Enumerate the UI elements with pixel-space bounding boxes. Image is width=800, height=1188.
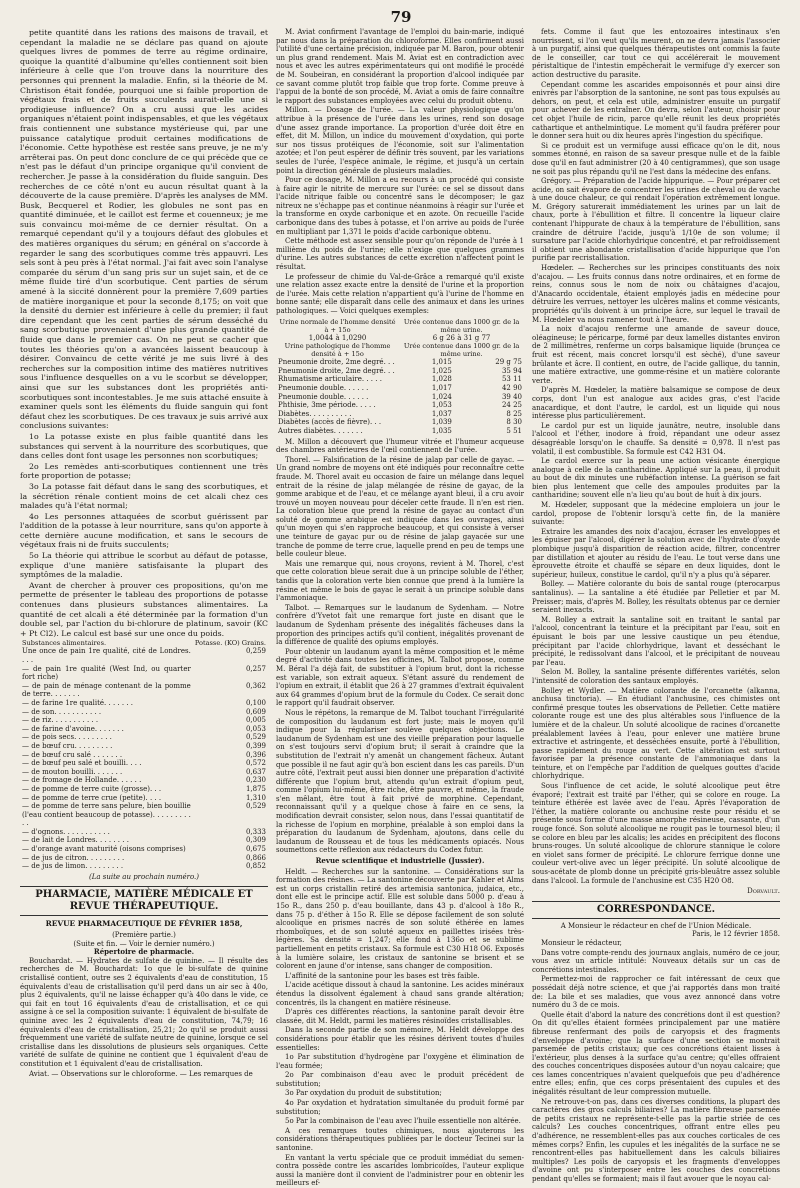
table-cell: 0,529 <box>245 802 266 811</box>
table-cell: 35 94 <box>501 366 522 375</box>
paragraph: Permettez-moi de rapprocher ce fait intéressant de ceux que possédait déjà notre science, et que j'ai rapportés dans mon traité de: La bile et ses maladies, que vous avez annoncé dans votre numéro du 3 de ce mois. <box>532 975 780 1010</box>
revue-title: REVUE PHARMACEUTIQUE DE FÉVRIER 1858, <box>45 919 243 929</box>
paragraph: Pour obtenir un laudanum ayant la même composition et le même degré d'activité dans toutes les officines, M. Talbot propose, comme M. Béral l'a déjà fait, de substituer à l'opium brut, dont la richesse est variable, son extrait aqueux. S'étant assuré du rendement de l'opium en extrait, il établit que 26 à 27 grammes d'extrait équivalent aux 64 grammes d'opium brut de la formule du Codex. Ce serait donc le rapport qu'il faudrait observer. <box>276 647 524 708</box>
paragraph: Bolley. — Matière colorante du bois de santal rouge (pterocarpus santalinus). — La santaline a été étudiée par Pelletier et par M. Preisser; mais, d'après M. Bolley, les résultats obtenus par ce dernier seraient inexacts. <box>532 580 780 615</box>
table-cell: — de son. . . . . . . . . . . <box>22 707 102 716</box>
paragraph: Ne retrouve-t-on pas, dans ces diverses conditions, la plupart des caractères des gros calculs biliaires? La matière fibreuse parsemée de petits cristaux ne représente-t-elle pas la partie striée de ces calculs? Les couches concentriques, offrant entre elles peu d'adhérence, ne ressemblent-elles pas aux couches corticales de ces mêmes corps? Enfin, les cupules et les inégalités de la surface ne se rencontrent-elles pas habituellement dans les calculs biliaires multiples? Les poils de caryopsis et les fragments d'enveloppes d'avoine ont pu s'interposer entre les couches des concrétions pendant qu'elles se formaient; mais il faut avouer que le noyau cal- <box>532 1097 780 1183</box>
table-row <box>276 367 524 376</box>
repertoire-heading: Répertoire de pharmacie. <box>93 947 195 957</box>
table-cell: — de mouton bouilli. . . . . . . <box>22 767 123 776</box>
table-cell: — de bœuf peu salé et bouilli. . . . <box>22 759 142 768</box>
table-row <box>276 393 524 402</box>
list-item: 2o Par combinaison d'eau avec le produit précédent de substitution; <box>276 1071 524 1088</box>
table-cell: — de pomme de terre cuite (grosse). . . <box>22 784 162 793</box>
paragraph: D'après M. Hœdeler, la matière balsamique se compose de deux corps, dont l'un est analogue aux acides gras, c'est l'acide anacardique, et dont l'autre, le cardol, est un liquide qui nous intéresse plus particulièrement. <box>532 386 780 421</box>
table-cell: 0,529 <box>245 733 266 742</box>
table-row <box>276 375 524 384</box>
paragraph: Thorel. — Falsification de la résine de jalap par celle de gayac. — Un grand nombre de moyens ont été indiqués pour reconnaître cette fraude. M. Thorel avait eu occasion de faire un mélange dans lequel entrait de la résine de jalap mélangée de résine de gayac, de la gomme arabique et de l'eau, et ce mélange ayant bleui, il a cru avoir trouvé un moyen nouveau pour déceler cette fraude. Il n'en est rien. La coloration bleue que prend la résine de gayac au contact d'un soluté de gomme arabique est indiquée dans les ouvrages, ainsi qu'un moyen qui s'en rapproche beaucoup, et qui consiste à verser une teinture de gayac pur ou de résine de jalap gayacée sur une tranche de pomme de terre crue, laquelle prend en peu de temps une belle couleur bleue. <box>276 455 524 559</box>
table-cell: 1,035 <box>431 426 452 435</box>
paragraph: Pour ce dosage, M. Millon a eu recours à un procédé qui consiste à faire agir le nitrite de mercure sur l'urée: ce sel se dissout dans l'acide nitrique faible ou concentré sans le décomposer; le gaz nitreux ne s'échappe pas et continue néanmoins à réagir sur l'urée et la transforme en oxyde carbonique et en azote. On recueille l'acide carbonique dans des tubes à potasse, et l'on arrive au poids de l'urée en multipliant par 1,371 le poids d'acide carbonique obtenu. <box>276 176 524 236</box>
table-cell: 0,257 <box>245 664 266 673</box>
table-cell: 0,609 <box>245 707 266 716</box>
page-number: 79 <box>390 8 412 26</box>
table-cell: 1,025 <box>431 366 452 375</box>
table-cell: 1,875 <box>245 784 266 793</box>
table-row <box>20 647 268 664</box>
table-cell: 24 25 <box>501 401 522 410</box>
list-item: 4o Par oxydation et hydratation simultanée du produit formé par substitution; <box>276 1099 524 1116</box>
table-cell: Pneumonie double. . . . . . <box>278 392 369 401</box>
paragraph: Talbot. — Remarques sur le laudanum de Sydenham. — Notre confrère d'Yvetot fait une remarque fort juste en disant que le laudanum de Sydenham présente des inégalités fâcheuses dans la proportion des principes actifs qu'il contient, inégalités provenant de la différence de qualité des opiums employés. <box>276 603 524 647</box>
correspondance-recipient: A Monsieur le rédacteur en chef de l'Union Médicale. <box>560 921 752 930</box>
author-signature: Dorvault. <box>747 887 780 896</box>
table-row <box>20 759 268 768</box>
paragraph: Selon M. Bolley, la santaline présente différentes variétés, selon l'intensité de coloration des santaux employés. <box>532 668 780 685</box>
table-cell: — de pomme de terre sans pelure, bien bouillie (l'eau contient beaucoup de potasse). . . . . . . . . . . <box>22 802 191 828</box>
table-cell: — d'orange avant maturité (oisons comprises) <box>22 845 186 854</box>
paragraph: Cette méthode est assez sensible pour qu'on réponde de l'urée à 1 millième du poids de l'urine; elle n'exige que quelques grammes d'urine. Les autres substances de cette excrétion n'affectent point le résultat. <box>276 237 524 272</box>
table-cell: — de pomme de terre crue (petite). . . . <box>22 793 162 802</box>
table-cell: Pneumonie double. . . . . . <box>278 383 369 392</box>
section-title: PHARMACIE, MATIÈRE MÉDICALE ET REVUE THÉRAPEUTIQUE. <box>20 886 268 916</box>
list-item: 1o Par substitution d'hydrogène par l'oxygène et élimination de l'eau formée; <box>276 1053 524 1070</box>
table-cell: 1,310 <box>245 793 266 802</box>
table-row <box>20 742 268 751</box>
table-header: Substances alimentaires. <box>22 639 107 648</box>
table-row <box>20 845 268 854</box>
table-header: Urée contenue dans 1000 gr. de la même urine. <box>403 317 520 334</box>
table-cell: — de pois secs. . . . . . . . . <box>22 733 112 742</box>
table-row <box>20 751 268 760</box>
table-cell: 1,015 <box>431 358 452 367</box>
table-cell: 0,866 <box>245 853 266 862</box>
table-row <box>20 785 268 794</box>
table-cell: — de lait de Londres. . . . . . . . <box>22 836 129 845</box>
paragraph: En vantant la vertu spéciale que ce produit immédiat du semen-contra possède contre les ascarides lombricoïdes, l'auteur explique aussi la manière dont il convient de l'administrer pour en obtenir les meilleurs ef- <box>276 1153 524 1188</box>
paragraph: M. Millon a découvert que l'humeur vitrée et l'humeur acqueuse des chambres antérieures de l'œil contiennent de l'urée. <box>276 437 524 455</box>
table-cell: 1,039 <box>431 418 452 427</box>
table-row <box>20 716 268 725</box>
paragraph: Quelle était d'abord la nature des concrétions dont il est question? On dit qu'elles étaient formées principalement par une matière fibreuse renfermant des poils de caryopsis et des fragments d'enveloppe d'avoine; que la surface d'une section se montrait parsemée de petits cristaux; que ces concrétions étaient lisses à l'extérieur, plus denses à la surface qu'au centre; qu'elles offraient des couches concentriques disposées autour d'un noyau calcaire; que ces lames concentriques n'avaient quelquefois que peu d'adhérence entre elles; enfin, que ces corps présentaient des cupules et des inégalités résultant de leur compression mutuelle. <box>532 1010 780 1097</box>
table-cell: 0,362 <box>245 681 266 690</box>
paragraph: Le cardol pur est un liquide jaunâtre, neutre, insoluble dans l'alcool et l'éther, inodore à froid, répandant une odeur assez désagréable lorsqu'on le chauffe. Sa densité = 0,978. Il n'est pas volatil, il est combustible. Sa formule est C42 H31 O4. <box>532 421 780 456</box>
table-cell: — de fromage de Hollande. . . . . . <box>22 776 142 785</box>
table-row <box>20 665 268 682</box>
table-cell: 1,028 <box>431 375 452 384</box>
table-row <box>20 699 268 708</box>
table-cell: 1,053 <box>431 401 452 410</box>
table-row <box>20 733 268 742</box>
table-cell: 42 90 <box>501 383 522 392</box>
table-cell: Une once de pain 1re qualité, cité de Londres. . . . <box>22 647 191 664</box>
column-left <box>20 28 268 1122</box>
table-cell: Pneumonie droite, 2me degré. . . <box>278 358 395 367</box>
table-cell: 29 g 75 <box>495 358 522 367</box>
paragraph: Avant de chercher à prouver ces propositions, qu'on me permette de présenter le tableau des proportions de potasse contenues dans plusieurs substances alimentaires. La quantité de cet alcali a été déterminée par la formation d'un double sel, par l'action du bi-chlorure de platinum, savoir (KC + Pt Cl2). Le calcul est basé sur une once du poids. <box>20 580 268 638</box>
table-cell: — d'ognons. . . . . . . . . . . <box>22 827 110 836</box>
paragraph: Dans la seconde partie de son mémoire, M. Heldt développe des considérations pour établir que les résines dérivent toutes d'huiles essentielles: <box>276 1026 524 1052</box>
table-row <box>276 358 524 367</box>
table-cell: 8 25 <box>506 409 522 418</box>
paragraph: Bolley et Wydler. — Matière colorante de l'orcanette (alkanna, anchusa tinctoria). — En étudiant l'anchusine, ces chimistes ont confirmé presque toutes les observations de Pelletier. Cette matière colorante rouge est une des plus altérables sous l'influence de la lumière et de la chaleur. Un soluté alcoolique de racines d'orcanette préalablement lavées à l'eau, pour enlever une matière brune extractive et astringente, et desséchées ensuite, porté à l'ébullition, passe rapidement du rouge au vert. Cette altération est surtout favorisée par la présence constante de l'ammoniaque dans la teinture, et on l'empêche par l'addition de quelques gouttes d'acide chlorhydrique. <box>532 686 780 781</box>
table-row <box>20 768 268 777</box>
table-row <box>276 384 524 393</box>
table-cell: Phthisie, 3me période. . . . . <box>278 401 376 410</box>
potassium-table <box>20 639 268 870</box>
table-cell: 1,037 <box>431 409 452 418</box>
table-row <box>20 802 268 828</box>
table-row <box>20 828 268 837</box>
table-cell: Autres diabètes. . . . . . . <box>278 426 363 435</box>
paragraph: Si ce produit est un vermifuge aussi efficace qu'on le dit, nous sommes étonné, en raison de sa saveur presque nulle et de la faible dose qu'il en faut administrer (20 à 40 centigrammes), que son usage ne soit pas plus répandu qu'il ne l'est dans la médecine des enfans. <box>532 141 780 176</box>
paragraph: Cependant comme les ascarides empoisonnés et pour ainsi dire enivrés par l'absorption de la santonine, ne sont pas tous expulsés au dehors, on peut, et cela est utile, administrer ensuite un purgatif pour achever de les entraîner. On devra, selon l'auteur, choisir pour cet objet l'huile de ricin, parce qu'elle réunit les deux propriétés cathartique et anthelmintique. Le moment qu'il faudra préférer pour le donner sera huit ou dix heures après l'ingestion du spécifique. <box>532 80 780 141</box>
table-cell: 0,399 <box>245 741 266 750</box>
list-item: 5o Par la combinaison de l'eau avec l'huile essentielle non altérée. <box>285 1117 521 1126</box>
paragraph: Sous l'influence de cet acide, le soluté alcoolique peut être évaporé; l'extrait est traité par l'éther, qui se colore en rouge. La teinture éthérée est lavée avec de l'eau. Après l'évaporation de l'éther, la matière colorante ou anchusine reste pour résidu et se présente sous forme d'une masse amorphe résineuse, cassante, d'un rouge foncé. Son soluté alcoolique ne rougit pas le tournesol bleu; il se colore en bleu par les alcalis; les acides en précipitent des flocons bruns-rouges. Un soluté alcoolique de chlorure stannique le colore en violet sans former de précipité. Le chlorure ferrique donne une couleur vert-olive avec un léger précipité. Un soluté alcoolique de sous-acétate de plomb donne un précipité gris-bleuâtre assez soluble dans l'alcool. La formule de l'anchusine est C35 H20 O8. <box>532 782 780 885</box>
table-cell: 0,005 <box>245 716 266 725</box>
revue-scientifique-title: Revue scientifique et industrielle (Jussier). <box>315 856 485 866</box>
table-cell: — de jus de limon. . . . . . . . . <box>22 862 124 871</box>
table-row <box>276 410 524 419</box>
table-cell: 0,259 <box>245 647 266 656</box>
paragraph: Grégory. — Préparation de l'acide hippurique. — Pour préparer cet acide, on sait évapore de concentrer les urines de cheval ou de vache à une douce chaleur, ce qui rendait l'opération extrêmement longue. M. Grégory saturerait immédiatement les urines par un lait de chaux, porte à l'ébullition et filtre. Il concentre la liqueur claire contenant l'hippurate de chaux à la température de l'ébullition, sans craindre de détruire l'acide, jusqu'à 1/10e de son volume; il sursature par l'acide chlorhydrique concentré, et par refroidissement il obtient une abondante cristallisation d'acide hippurique que l'on purifie par recristallisation. <box>532 177 780 263</box>
table-header: Potasse. (KO) Grains. <box>194 639 266 648</box>
table-cell: 1,024 <box>431 392 452 401</box>
table-cell: — de bœuf cru salé . . . . . . . <box>22 750 123 759</box>
table-cell: 0,637 <box>245 767 266 776</box>
table-cell: 8 30 <box>506 418 522 427</box>
table-cell: 0,572 <box>245 759 266 768</box>
paragraph: Aviat. — Observations sur le chloroforme. — Les remarques de <box>29 1069 253 1078</box>
table-cell: — de farine d'avoine. . . . . . . <box>22 724 124 733</box>
table-cell: 0,333 <box>245 827 266 836</box>
table-row <box>20 725 268 734</box>
table-cell: 0,309 <box>245 836 266 845</box>
table-cell: 6 g 26 à 31 g 77 <box>432 333 491 342</box>
table-row <box>20 836 268 845</box>
table-cell: 0,100 <box>245 698 266 707</box>
paragraph: Nous le répétons, la remarque de M. Talbot touchant l'irrégularité de composition du laudanum est fort juste; mais le moyen qu'il indique pour la régulariser soulève quelques objections. Le laudanum de Sydenham est une des vieille préparation pour laquelle on s'est toujours servi d'opium brut; il serait à craindre que la substitution de l'extrait n'y amenât un changement fâcheux. Autant que possible il ne faut agir qu'à bon escient dans les cas pareils. D'un autre côté, l'extrait peut aussi bien donner une préparation d'activité différente que l'opium brut, attendu qu'un extrait d'opium peut, comme l'opium lui-même, être riche, être pauvre, et même, la fraude s'en mêlant, être tout à fait privé de morphine. Cependant, reconnaissant qu'il y a quelque chose à faire en ce sens, la modification devrait consister, selon nous, dans l'essai quantitatif de la richesse de l'opium en morphine, préalable à son emploi dans la préparation du laudanum de Sydenham, ajoutons, dans celle du laudanum de Rousseau et de tous les médicaments opiacés. Nous soumettons cette réflexion aux rédacteurs du Codex futur. <box>276 708 524 855</box>
conclusion-5: 5o La théorie qui attribue le scorbut au défaut de potasse, explique d'une manière satisfaisante la plupart des symptômes de la maladie. <box>20 551 268 580</box>
table-cell: — de farine 1re qualité. . . . . . . <box>22 698 133 707</box>
table-cell: 1,0044 à 1,0290 <box>308 333 367 342</box>
paragraph: Heldt. — Recherches sur la santonine. — Considérations sur la formation des résines. — La santonine découverte par Kahler et Alms est un corps cristallin retiré des artemisia santonica, judaica, etc., dont elle est le principe actif. Elle est soluble dans 5000 p. d'eau à 15o R., dans 250 p. d'eau bouillante, dans 43 p. d'alcool à 18o R., dans 75 p. d'éther à 15o R. Elle se dépose facilement de son soluté alcoolique en prismes nacrés de son soluté éthérée en lames rhomboïques, et de son soluté aqueux en paillettes irisées très-légères. Sa densité = 1,247; elle fond à 136o et se sublime partiellement en petits cristaux. Sa formule est C30 H18 O6. Exposés à la lumière solaire, les cristaux de santonine se brisent et se colorent en jaune d'or intense, sans changer de composition. <box>276 867 524 971</box>
paragraph: M. Bolley a extrait la santaline soit en traitant le santal par l'alcool, concentrant la teinture et la précipitant par l'eau, soit en épuisant le bois par une lessive caustique un peu étendue, précipitant par l'acide chlorhydrique, lavant et desséchant le précipité, le redissolvant dans l'alcool, et le précipitant de nouveau par l'eau. <box>532 615 780 667</box>
table-row <box>20 862 268 871</box>
table-cell: 5 51 <box>506 426 522 435</box>
paragraph: Millon. — Dosage de l'urée. — La valeur physiologique qu'on attribue à la présence de l'urée dans les urines, rend son dosage d'une assez grande importance. La proportion d'urée doit être en effet, dit M. Millon, un indice du mouvement d'oxydation, qui porte sur nos tissus protéiques de l'économie, soit sur l'alimentation azotée; et l'on peut espérer de définir très souvent, par les variations seules de l'urée, l'espèce animale, le régime, et jusqu'à un certain point la direction générale de plusieurs maladies. <box>276 106 524 175</box>
table-header: Urée contenue dans 1000 gr. de la même urine. <box>403 342 520 359</box>
paragraph: Dans votre compte-rendu des journaux anglais, numéro de ce jour, vous avez un article intitulé: Nouveaux détails sur un cas de concrétions intestinales. <box>532 948 780 974</box>
table-row <box>20 776 268 785</box>
conclusion-3: 3o La potasse fait défaut dans le sang des scorbutiques, et la sécrétion rénale contient moins de cet alcali chez ces malades qu'à l'état normal; <box>20 481 268 511</box>
table-cell: — de pain 1re qualité (West Ind, ou quarter fort riche) <box>22 664 191 682</box>
table-row <box>276 401 524 410</box>
table-cell: — de pain de ménage contenant de la pomme de terre. . . . . . . <box>22 681 191 699</box>
table-cell: Rhumatisme articulaire. . . . . <box>278 375 382 384</box>
table-cell: 39 40 <box>501 392 522 401</box>
table-row <box>20 854 268 863</box>
table-cell: 0,852 <box>245 862 266 871</box>
paragraph: L'acide acétique dissout à chaud la santonine. Les acides minéraux étendus la dissolvent également à chaud sans grande altération; concentrés, ils la changent en matière résineuse. <box>276 981 524 1007</box>
table-cell: 1,017 <box>431 383 452 392</box>
paragraph: petite quantité dans les rations des maisons de travail, et cependant la maladie ne se déclare pas quand on ajoute quelques livres de pommes de terre au régime ordinaire, quoique la quantité d'albumine qu'elles contiennent soit bien inférieure à celle que l'on trouve dans la nourriture des personnes qui prennent la maladie. Enfin, si la théorie de M. Christison était fondée, pourquoi une si faible proportion de végétaux frais et de fruits succulents aurait-elle une si prodigieuse influence? On a cru aussi que les acides organiques n'étaient point indispensables, et que les végétaux frais contiennent une substance mystérieuse qui, par une puissance catalytique produit certaines modifications de l'économie. Cette hypothèse est restée sans preuve, je ne m'y arrêterai pas. On peut donc conclure de ce qui précède que ce n'est pas le défaut d'un principe organique qu'il convient de rechercher. Je passe à la considération du fluide sanguin. Des recherches de ce côté n'ont eu aucun résultat quant à la découverte de la cause première. D'après les analyses de MM. Busk, Becquerel et Rodier, les globules ne sont pas en quantité diminuée, et le caillot est ferme et couenneux; je me suis convaincu moi-même de ce dernier résultat. On a remarqué cependant qu'il y a toujours défaut des globules et des matières organiques du sérum; en général on s'accorde à regarder le sang des scorbutiques comme très appauvri. Les sels sont à peu près à l'état normal. J'ai fait avec soin l'analyse comparée du sérum d'un sang pris sur un sujet sain, et de ce même fluide tiré d'un scorbutique. Cent parties de sérum amené à la siccité donnèrent pour la première 7,609 parties de matière inorganique et pour la seconde 8,175; on voit que la densité du dernier est inférieure à celle du premier; il faut dire cependant que les cent parties de sérum desséché du sang scorbutique provenaient d'une plus grande quantité de fluide que dans le premier cas. On ne peut se cacher que toutes les théories qu'on a avancées laissent beaucoup à désirer. Convaincu de cette vérité je me suis livré à des recherches sur la composition intime des matières nutritives sous l'influence desquelles on a vu le scorbut se développer, ainsi que sur les substances dont les propriétés anti-scorbutiques sont incontestables. Je me suis attaché ensuite à examiner quels sont les éléments du fluide sanguin qui font défaut chez les scorbutiques. De ces travaux je suis arrivé aux conclusions suivantes: <box>20 28 268 431</box>
paragraph: Bouchardat. — Hydrates de sulfate de quinine. — Il résulte des recherches de M. Bouchardat: 1o que le bi-sulfate de quinine cristallisé contient, outre ses 2 équivalents d'eau de constitution, 15 équivalents d'eau de cristallisation qu'il perd dans un air sec à 40o, plus 2 équivalents, qu'il ne laisse échapper qu'à 40o dans le vide, ce qui fait en tout 16 équivalents d'eau de cristallisation, et ce qui assigne à ce sel la composition suivante: 1 équivalent de bi-sulfate de quinine avec les 2 équivalents d'eau de constitution, 74,79; 16 équivalents d'eau de cristallisation, 25,21; 2o qu'il se produit aussi fréquemment une variété de sulfate neutre de quinine, lorsque ce sel cristallise dans les dissolutions de plusieurs sels organiques. Cette variété de sulfate de quinine ne contient que 1 équivalent d'eau de constitution et 1 équivalent d'eau de cristallisation. <box>20 956 268 1068</box>
continued-note: (La suite au prochain numéro.) <box>88 872 199 881</box>
column-right <box>532 28 780 1183</box>
paragraph: Mais une remarque qui, nous croyons, revient à M. Thorel, c'est que cette coloration bleue serait due à un principe soluble de l'éther, tandis que la coloration verte bien connue que prend à la lumière la résine et même le bois de gayac le serait à un principe soluble dans l'ammoniaque. <box>276 559 524 603</box>
table-row <box>276 427 524 436</box>
paragraph: La noix d'acajou renferme une amande de saveur douce, oléagineuse; le péricarpe, formé par deux lamelles distantes environ de 2 millimètres, renferme un corps balsamique liquide (brunçea ce fruit est récent, mais concret lorsqu'il est sèché), d'une saveur brûlante et âcre. Il contient, en outre, de l'acide gallique, du tannin, une matière extractive, une gomme-résine et un matière colorante verte. <box>532 325 780 385</box>
paragraph: A ces remarques toutes chimiques, nous ajouterons les considérations thérapeutiques publiées par le docteur Tecinei sur la santonine. <box>276 1126 524 1153</box>
table-row <box>20 708 268 717</box>
conclusion-1: 1o La potasse existe en plus faible quantité dans les substances qui servent à la nourriture des scorbutiques, que dans celles dont font usage les personnes non scorbutiques; <box>20 431 268 461</box>
table-cell: — de bœuf cru. . . . . . . . . <box>22 741 113 750</box>
table-cell: 0,396 <box>245 750 266 759</box>
list-item: 3o Par oxydation du produit de substitution; <box>285 1089 442 1098</box>
table-cell: 0,230 <box>245 776 266 785</box>
table-row <box>20 794 268 803</box>
table-cell: — de riz. . . . . . . . . . . <box>22 716 99 725</box>
correspondance-salutation: Monsieur le rédacteur, <box>541 938 622 947</box>
table-cell: Diabètes (accès de fièvre). . . <box>278 418 382 427</box>
paragraph: fets. Comme il faut que les entozoaires intestinaux s'en nourrissent, si l'on veut qu'ils meurent, on ne devra jamais l'associer à un purgatif, ainsi que quelques thérapeutistes ont commis la faute de le conseiller, car tout ce qui accélérerait le mouvement péristaltique de l'intestin empêcherait le vermifuge d'y exercer son action destructive du parasite. <box>532 28 780 79</box>
table-row <box>276 418 524 427</box>
paragraph: Hœdeler. — Recherches sur les principes constituants des noix d'acajou. — Les fruits connus dans notre ordinaires, et en forme de reins, connus sous le nom de noix ou châtaignes d'acajou, d'Anacardo occidentale, étaient employés jadis en médecine pour détruire les verrues, nettoyer les ulcères malins et comme vésicants, propriétés qu'ils doivent à un principe âcre, sur lequel le travail de M. Hœdeler va nous ramener tout à l'heure. <box>532 264 780 324</box>
paragraph: Le cardol exerce sur la peau une action vésicante énergique analogue à celle de la cantharidine. Appliqué sur la peau, il produit au bout de dix minutes une rubéfaction intense. La guérison se fait bien plus lentement que celle des ampoules produites par la cantharidine; souvent elle n'a lieu qu'au bout de huit à dix jours. <box>532 457 780 500</box>
revue-subtitle: (Première partie.) <box>112 931 176 940</box>
table-header: Urine pathologique de l'homme densité à + 15o <box>284 342 391 359</box>
paragraph: D'après ces différentes réactions, la santonine paraît devoir être classée, dit M. Heldt, parmi les matières résinoïdes cristallisables. <box>276 1008 524 1025</box>
table-cell: 0,053 <box>245 724 266 733</box>
correspondance-title: CORRESPONDANCE. <box>532 901 780 919</box>
correspondance-date: Paris, le 12 février 1858. <box>692 930 780 939</box>
conclusion-4: 4o Les personnes attaquées de scorbut guérissent par l'addition de la potasse à leur nourriture, sans qu'on apporte à cette dernière aucune modification, et sans le secours de végétaux frais ni de fruits succulents; <box>20 511 268 550</box>
urine-table <box>276 318 524 436</box>
column-middle <box>276 28 524 1188</box>
table-cell: 0,675 <box>245 845 266 854</box>
revue-subtitle-2: (Suite et fin. — Voir le dernier numéro.) <box>73 939 215 948</box>
paragraph: Extraire les amandes des noix d'acajou, écraser les enveloppes et les épuiser par l'alcool, digérer la solution avec de l'hydrate d'oxyde plombique jusqu'à disparition de réaction acide, filtrer, concentrer par distillation et ajouter au résidu de l'eau. Le tout verse dans une éprouvette étroite et chauffé se sépare en deux liquides, dont le supérieur, huileux, constitue le cardol, qu'il n'y a plus qu'à séparer. <box>532 527 780 579</box>
table-header: Urine normale de l'homme densité à + 15o <box>279 317 396 334</box>
table-cell: Diabètes. . . . . . . . . . <box>278 409 352 418</box>
paragraph: Le professeur de chimie du Val-de-Grâce a remarqué qu'il existe une relation assez exacte entre la densité de l'urine et la proportion de l'urée. Mais cette relation n'appartient qu'à l'urine de l'homme en bonne santé; elle disparaît dans celle des animaux et dans les urines pathologiques. — Voici quelques exemples: <box>276 272 524 315</box>
paragraph: M. Aviat confirment l'avantage de l'emploi du bain-marie, indiqué par nous dans la préparation du chloroforme. Elles confirment aussi l'utilité d'une certaine précision, indiquée par M. Baron, pour obtenir un plus grand rendement. Mais M. Aviat est en contradiction avec nous et avec les autres expérimentateurs qui ont modifié le procédé de M. Soubeiran, en considérant la proportion d'alcool indiquée par ce savant comme plutôt trop faible que trop forte. Comme preuve à l'appui de la bonté de son procédé, M. Aviat a omis de faire connaître le rapport des substances employées avec celui du produit obtenu. <box>276 28 524 105</box>
paragraph: M. Hœdeler, supposant que la médecine emploiera un jour le cardol, propose de l'obtenir lorsqu'à cette fin, de la manière suivante: <box>532 501 780 527</box>
conclusion-2: 2o Les remèdes anti-scorbutiques contiennent une très forte proportion de potasse; <box>20 461 268 481</box>
table-cell: 53 11 <box>501 375 522 384</box>
table-cell: Pneumonie droite, 2me degré. . . <box>278 366 395 375</box>
table-row <box>20 682 268 699</box>
table-cell: — de jus de citron. . . . . . . . . <box>22 853 125 862</box>
paragraph: L'affinité de la santonine pour les bases est très faible. <box>285 971 480 980</box>
